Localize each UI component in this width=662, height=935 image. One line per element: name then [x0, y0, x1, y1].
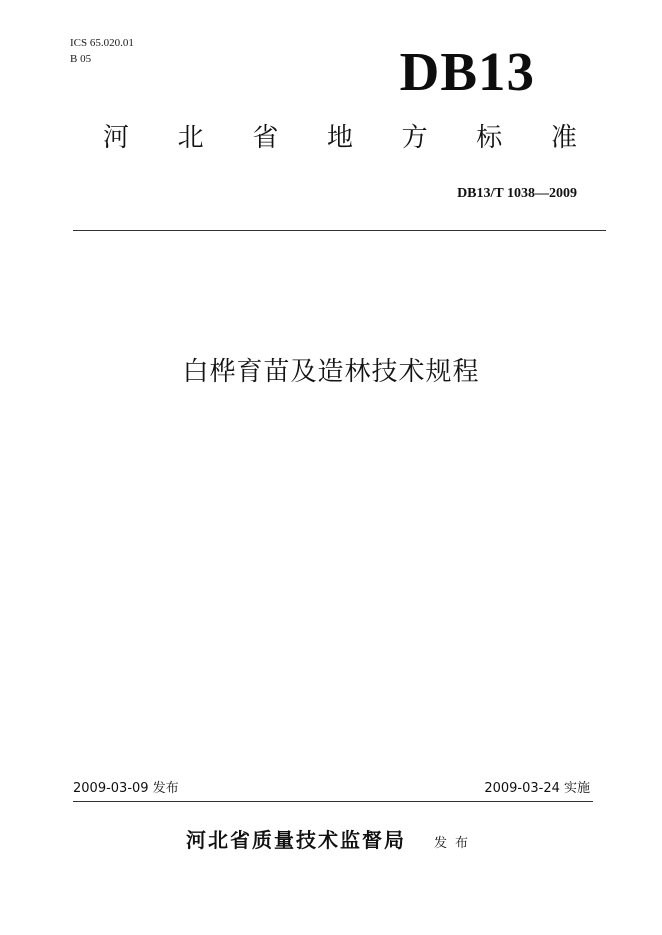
- bottom-divider: [73, 801, 593, 802]
- standard-title: [103, 121, 577, 155]
- standard-title-char: 河: [103, 123, 130, 153]
- issue-word: 发布: [433, 836, 476, 851]
- standard-title-char: 省: [252, 123, 279, 153]
- standard-title-char: 北: [177, 123, 204, 153]
- standard-number: DB13/T 1038—2009: [457, 186, 577, 201]
- document-title: 白桦育苗及造林技术规程: [182, 357, 480, 387]
- ics-code: ICS 65.020.01: [70, 37, 134, 49]
- implementation-date: 2009-03-24 实施: [484, 781, 590, 796]
- standard-title-char: 标: [476, 123, 503, 153]
- issue-date: 2009-03-09 发布: [73, 781, 179, 796]
- issuer: 河北省质量技术监督局: [185, 828, 406, 852]
- ccs-code: B 05: [70, 53, 92, 65]
- issuer-line: [0, 826, 662, 858]
- standard-title-char: 方: [401, 123, 428, 153]
- standard-title-char: 地: [326, 123, 353, 153]
- top-divider: [73, 230, 606, 231]
- standard-title-char: 准: [550, 123, 577, 153]
- db-mark: DB13: [399, 41, 535, 102]
